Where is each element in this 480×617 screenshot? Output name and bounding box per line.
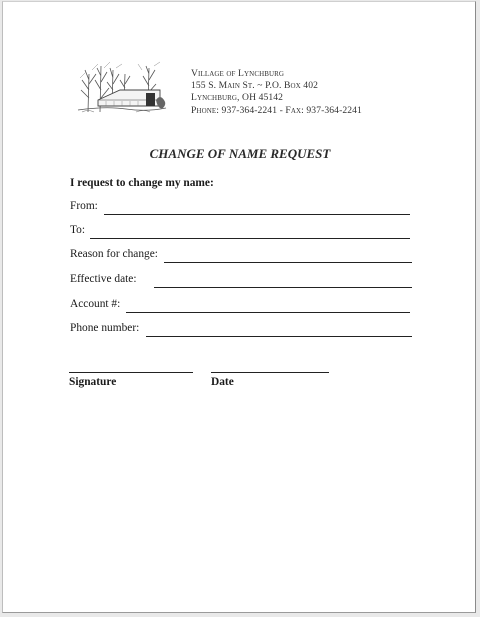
field-blank-line[interactable] (104, 214, 410, 215)
field-label: Account #: (70, 298, 121, 310)
field-account-number (70, 298, 410, 314)
field-to (70, 224, 410, 240)
form-intro: I request to change my name: (70, 177, 214, 189)
field-label: Phone number: (70, 322, 140, 334)
letterhead-line: Phone: 937-364-2241 - Fax: 937-364-2241 (191, 104, 362, 116)
letterhead-line: Lynchburg, OH 45142 (191, 92, 284, 104)
field-label: Reason for change: (70, 248, 158, 260)
field-blank-line[interactable] (154, 287, 412, 288)
field-from (70, 200, 410, 216)
field-label: From: (70, 200, 98, 212)
date-line[interactable] (211, 372, 329, 373)
field-label: To: (70, 224, 86, 236)
field-effective-date (70, 273, 412, 289)
field-blank-line[interactable] (90, 238, 410, 239)
letterhead-address (191, 68, 362, 117)
field-blank-line[interactable] (146, 336, 412, 337)
letterhead-line: 155 S. Main St. ~ P.O. Box 402 (191, 80, 318, 92)
signature-label: Signature (69, 376, 117, 388)
field-reason-for-change (70, 248, 412, 264)
letterhead-line: Village of Lynchburg (191, 68, 285, 79)
field-blank-line[interactable] (126, 312, 410, 313)
covered-bridge-logo-icon (76, 60, 168, 114)
date-label: Date (211, 376, 234, 388)
form-title: CHANGE OF NAME REQUEST (149, 146, 331, 161)
form-page (2, 1, 476, 613)
signature-line[interactable] (69, 372, 193, 373)
field-phone-number (70, 322, 412, 338)
field-label: Effective date: (70, 273, 137, 285)
field-blank-line[interactable] (164, 262, 412, 263)
